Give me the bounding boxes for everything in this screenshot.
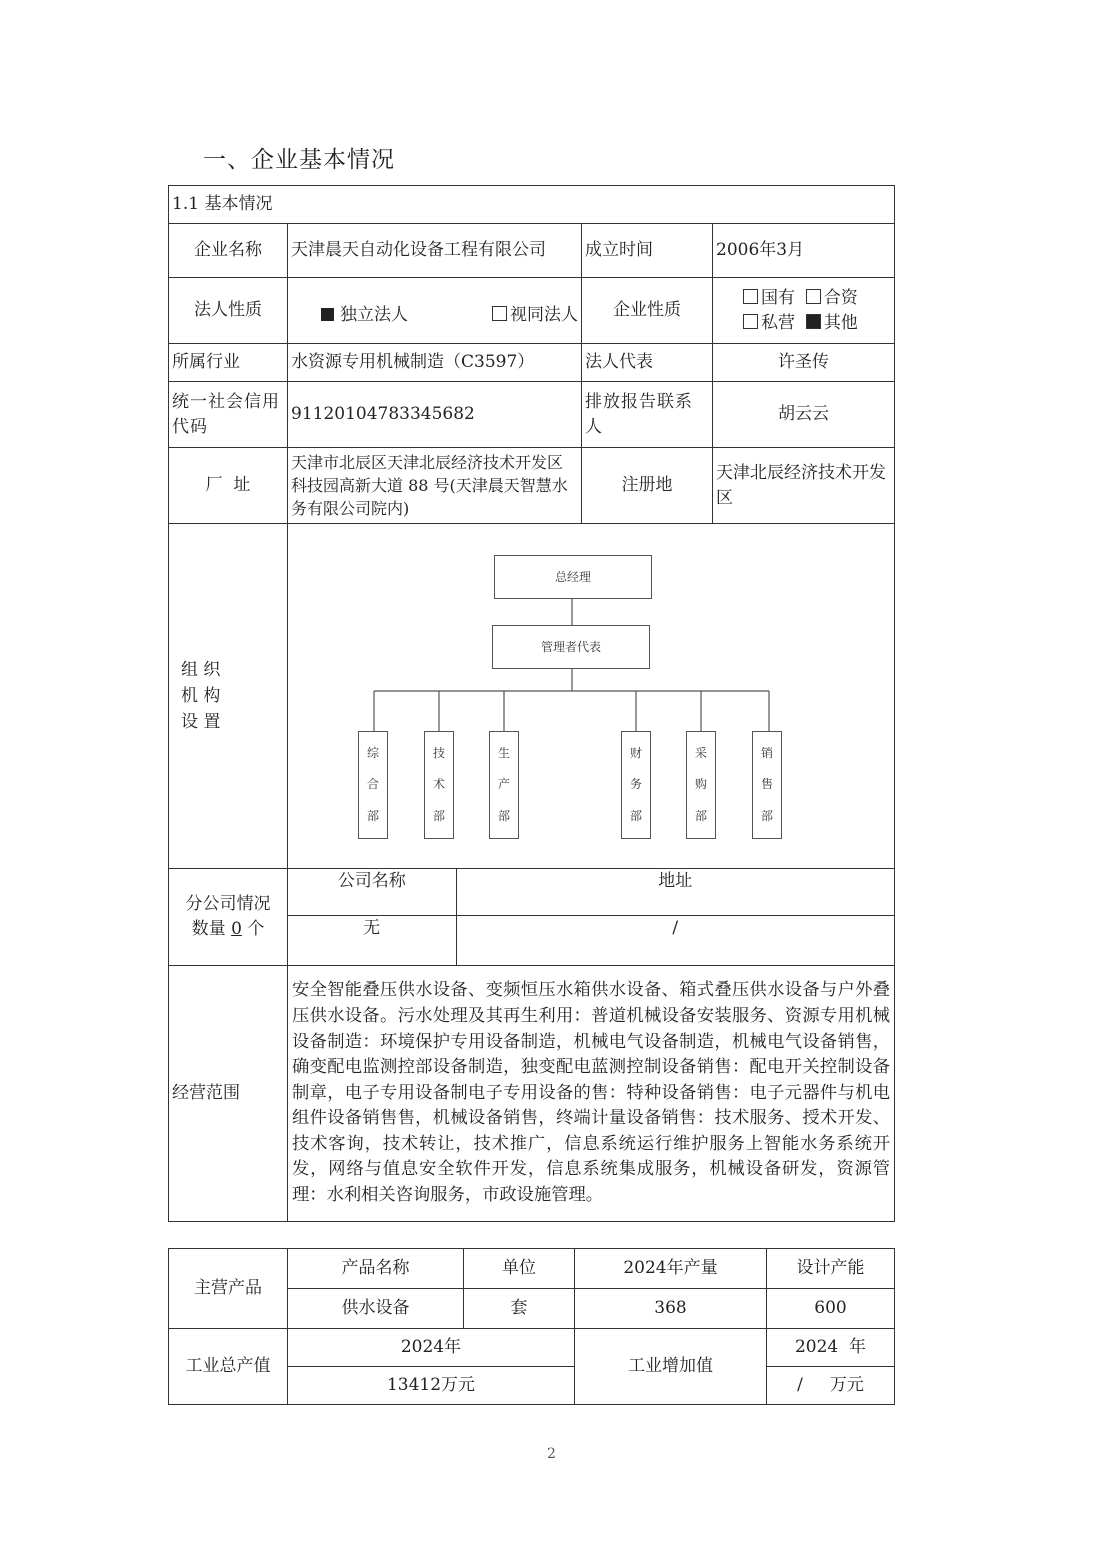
- checked-box-icon: [806, 314, 821, 329]
- dept-box: 技 术 部: [424, 731, 454, 839]
- branch-table-cell: [288, 869, 895, 966]
- scope-label: 经营范围: [169, 966, 288, 1222]
- registered-label: 注册地: [582, 448, 713, 524]
- industry-label: 所属行业: [169, 344, 288, 382]
- contact-label: 排放报告联系人: [582, 382, 713, 448]
- credit-code-value: 91120104783345682: [288, 382, 582, 448]
- address-value: 天津市北辰区天津北辰经济技术开发区科技园高新大道 88 号(天津晨天智慧水务有限公司院内): [288, 448, 582, 524]
- basic-info-table: [168, 185, 895, 1222]
- col-product-name: 产品名称: [288, 1249, 464, 1289]
- added-value-label: 工业增加值: [575, 1329, 767, 1405]
- ent-opt-joint[interactable]: 合资: [806, 288, 858, 308]
- legal-rep-label: 法人代表: [582, 344, 713, 382]
- product-table: [168, 1248, 895, 1405]
- checkbox-icon: [492, 306, 507, 321]
- legal-nature-options: [288, 278, 582, 344]
- gross-output-year: 2024年: [288, 1329, 575, 1367]
- ent-opt-private[interactable]: 私营: [743, 313, 795, 333]
- products-label: 主营产品: [169, 1249, 288, 1329]
- col-unit: 单位: [464, 1249, 575, 1289]
- checkbox-icon: [743, 289, 758, 304]
- checked-box-icon: [321, 308, 334, 321]
- product-name: 供水设备: [288, 1289, 464, 1329]
- org-second-box: 管理者代表: [492, 625, 650, 669]
- established-label: 成立时间: [582, 224, 713, 278]
- registered-value: 天津北辰经济技术开发区: [713, 448, 895, 524]
- company-name: 天津晨天自动化设备工程有限公司: [288, 224, 582, 278]
- checkbox-icon: [806, 289, 821, 304]
- checkbox-icon: [743, 314, 758, 329]
- legal-opt-independent[interactable]: 独立法人: [321, 303, 408, 328]
- org-top-box: 总经理: [494, 555, 652, 599]
- branch-label: 分公司情况 数量 0 个: [169, 869, 288, 966]
- legal-rep-value: 许圣传: [713, 344, 895, 382]
- branch-col-address: 地址: [456, 869, 894, 915]
- credit-code-label: 统一社会信用代码: [169, 382, 288, 448]
- established-value: 2006年3月: [713, 224, 895, 278]
- company-name-label: 企业名称: [169, 224, 288, 278]
- gross-output-label: 工业总产值: [169, 1329, 288, 1405]
- contact-value: 胡云云: [713, 382, 895, 448]
- org-chart: [288, 524, 895, 869]
- product-unit: 套: [464, 1289, 575, 1329]
- dept-box: 综 合 部: [358, 731, 388, 839]
- address-label: 厂 址: [169, 448, 288, 524]
- scope-text: 安全智能叠压供水设备、变频恒压水箱供水设备、箱式叠压供水设备与户外叠压供水设备。污水处理及其再生利用：普道机械设备安装服务、资源专用机械设备制造：环境保护专用设备制造，机械电气设备制造，机械电气设备销售，确变配电监测控部设备制造，独变配电蓝测控制设备销售：配电开关控制设备制章，电子专用设备制电子专用设备的售：特种设备销售：电子元器件与机电组件设备销售售，机械设备销售，终端计量设备销售：技术服务、授术开发、技术客询，技术转让，技术推广，信息系统运行维护服务上智能水务系统开发，网络与值息安全软件开发，信息系统集成服务，机械设备研发，资源管理：水利相关咨询服务，市政设施管理。: [288, 966, 895, 1222]
- dept-box: 采 购 部: [686, 731, 716, 839]
- org-label: 组 织 机 构 设 置: [169, 524, 288, 869]
- page-number: 2: [547, 1446, 556, 1462]
- added-value-value: / 万元: [767, 1367, 895, 1405]
- dept-box: 财 务 部: [621, 731, 651, 839]
- section-title: 一、企业基本情况: [203, 147, 395, 173]
- legal-opt-deemed[interactable]: 视同法人: [492, 303, 578, 328]
- enterprise-nature-options: [713, 278, 895, 344]
- industry-value: 水资源专用机械制造（C3597）: [288, 344, 582, 382]
- product-capacity: 600: [767, 1289, 895, 1329]
- gross-output-value: 13412万元: [288, 1367, 575, 1405]
- col-capacity: 设计产能: [767, 1249, 895, 1289]
- legal-nature-label: 法人性质: [169, 278, 288, 344]
- branch-address: /: [672, 917, 679, 938]
- col-output: 2024年产量: [575, 1249, 767, 1289]
- ent-opt-other[interactable]: 其他: [806, 313, 858, 333]
- enterprise-nature-label: 企业性质: [582, 278, 713, 344]
- branch-name: 无: [288, 915, 456, 965]
- product-output: 368: [575, 1289, 767, 1329]
- ent-opt-state[interactable]: 国有: [743, 288, 795, 308]
- added-value-year: 2024 年: [767, 1329, 895, 1367]
- branch-col-name: 公司名称: [288, 869, 456, 915]
- dept-box: 销 售 部: [752, 731, 782, 839]
- branch-count: 0: [231, 919, 242, 939]
- subsection-title: 1.1 基本情况: [169, 186, 895, 224]
- dept-box: 生 产 部: [489, 731, 519, 839]
